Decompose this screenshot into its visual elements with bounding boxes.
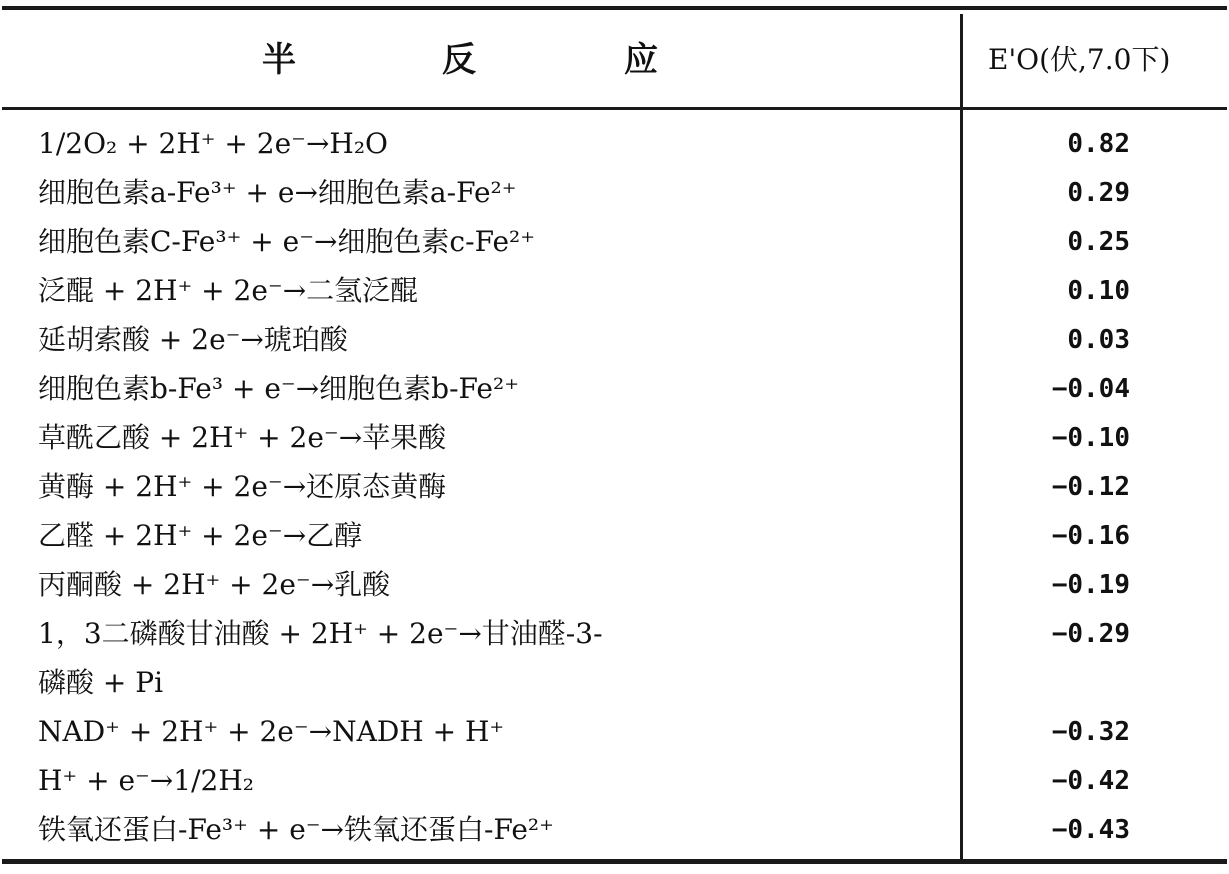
table-row	[0, 120, 1229, 169]
header-potential: E'O(伏,7.0下)	[988, 43, 1171, 76]
potential-value: 0.03	[1067, 325, 1130, 355]
potential-value: −0.29	[1051, 619, 1130, 649]
half-reaction: 1，3二磷酸甘油酸 + 2H⁺ + 2e⁻→甘油醛-3-	[38, 617, 603, 650]
header-half-reaction	[0, 30, 960, 90]
table-row	[0, 267, 1229, 316]
table-row	[0, 414, 1229, 463]
header-char: 反	[442, 40, 476, 80]
table-row	[0, 806, 1229, 855]
potential-value: 0.29	[1067, 178, 1130, 208]
half-reaction: 乙醛 + 2H⁺ + 2e⁻→乙醇	[38, 519, 363, 552]
table-row	[0, 757, 1229, 806]
potential-value: −0.16	[1051, 521, 1130, 551]
header-char: 应	[624, 40, 658, 80]
table-row	[0, 708, 1229, 757]
potential-value: −0.04	[1051, 374, 1130, 404]
potential-value: −0.43	[1051, 815, 1130, 845]
potential-value: −0.10	[1051, 423, 1130, 453]
potential-value: 0.82	[1067, 129, 1130, 159]
half-reaction: 细胞色素a-Fe³⁺ + e→细胞色素a-Fe²⁺	[38, 176, 517, 209]
potential-value: −0.12	[1051, 472, 1130, 502]
half-reaction: 1/2O₂ + 2H⁺ + 2e⁻→H₂O	[38, 127, 388, 160]
half-reaction: NAD⁺ + 2H⁺ + 2e⁻→NADH + H⁺	[38, 715, 505, 748]
table-row	[0, 512, 1229, 561]
half-reaction: 草酰乙酸 + 2H⁺ + 2e⁻→苹果酸	[38, 421, 447, 454]
potential-value: −0.32	[1051, 717, 1130, 747]
table-row	[0, 561, 1229, 610]
table-row	[0, 463, 1229, 512]
half-reaction: 延胡索酸 + 2e⁻→琥珀酸	[38, 323, 348, 356]
half-reaction: 铁氧还蛋白-Fe³⁺ + e⁻→铁氧还蛋白-Fe²⁺	[38, 813, 554, 846]
potential-value: 0.25	[1067, 227, 1130, 257]
half-reaction: 黄酶 + 2H⁺ + 2e⁻→还原态黄酶	[38, 470, 447, 503]
half-reaction: 丙酮酸 + 2H⁺ + 2e⁻→乳酸	[38, 568, 391, 601]
table-row	[0, 169, 1229, 218]
half-reaction: 细胞色素b-Fe³ + e⁻→细胞色素b-Fe²⁺	[38, 372, 520, 405]
potential-value: −0.42	[1051, 766, 1130, 796]
table-row	[0, 316, 1229, 365]
table-row	[0, 365, 1229, 414]
potential-value: 0.10	[1067, 276, 1130, 306]
half-reaction: H⁺ + e⁻→1/2H₂	[38, 764, 254, 797]
table-bottom-rule	[2, 859, 1227, 864]
half-reaction: 磷酸 + Pi	[38, 666, 164, 699]
half-reaction: 细胞色素C-Fe³⁺ + e⁻→细胞色素c-Fe²⁺	[38, 225, 536, 258]
table-row	[0, 659, 1229, 708]
potential-value: −0.19	[1051, 570, 1130, 600]
half-reaction: 泛醌 + 2H⁺ + 2e⁻→二氢泛醌	[38, 274, 419, 307]
table-top-rule	[2, 6, 1227, 10]
table-header-rule	[2, 107, 1227, 110]
header-char: 半	[262, 40, 296, 80]
table-row	[0, 610, 1229, 659]
table-row	[0, 218, 1229, 267]
